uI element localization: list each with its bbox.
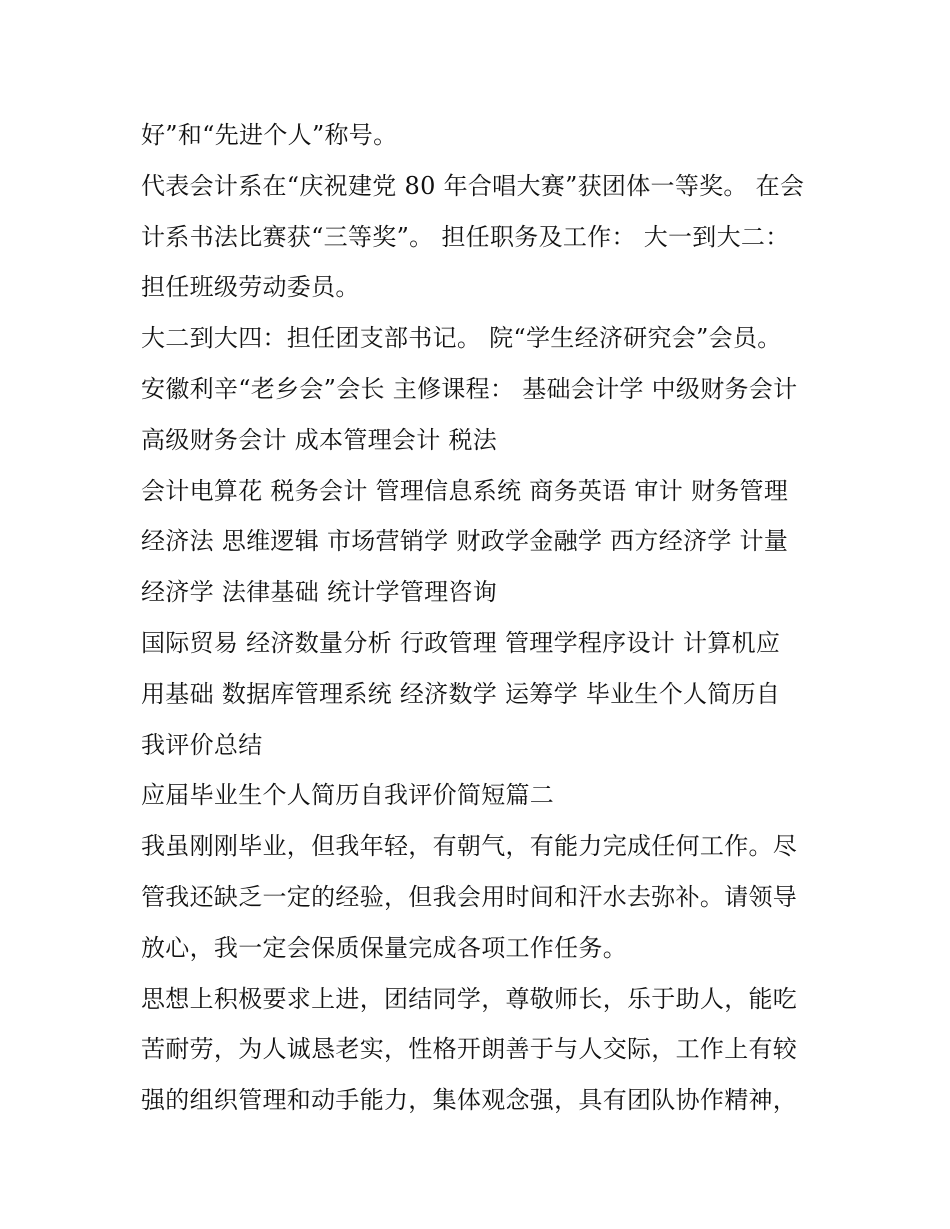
text-line: 计系书法比赛获“三等奖”。 担任职务及工作： 大一到大二：	[141, 222, 790, 251]
document-body	[141, 110, 821, 1126]
text-line: 经济法 思维逻辑 市场营销学 财政学金融学 西方经济学 计量	[141, 527, 789, 556]
text-line: 管我还缺乏一定的经验，但我会用时间和汗水去弥补。请领导	[141, 882, 798, 911]
text-line: 放心，我一定会保质保量完成各项工作任务。	[141, 933, 627, 962]
text-line: 安徽利辛“老乡会”会长 主修课程： 基础会计学 中级财务会计	[141, 374, 798, 403]
text-line: 大二到大四：担任团支部书记。 院“学生经济研究会”会员。	[141, 324, 782, 353]
text-line: 好”和“先进个人”称号。	[141, 121, 398, 149]
text-line: 强的组织管理和动手能力，集体观念强，具有团队协作精神，	[141, 1086, 798, 1115]
text-line: 我评价总结	[141, 730, 263, 759]
text-line: 担任班级劳动委员。	[141, 273, 360, 302]
text-line: 会计电算花 税务会计 管理信息系统 商务英语 审计 财务管理	[141, 476, 789, 505]
section-heading: 应届毕业生个人简历自我评价简短篇二	[141, 781, 555, 810]
text-line: 思想上积极要求上进，团结同学，尊敬师长，乐于助人，能吃	[141, 984, 798, 1013]
text-line: 我虽刚刚毕业，但我年轻，有朝气，有能力完成任何工作。尽	[141, 832, 798, 861]
text-line: 用基础 数据库管理系统 经济数学 运筹学 毕业生个人简历自	[141, 679, 781, 708]
text-line: 苦耐劳，为人诚恳老实，性格开朗善于与人交际，工作上有较	[141, 1035, 798, 1064]
text-line: 代表会计系在“庆祝建党 80 年合唱大赛”获团体一等奖。 在会	[141, 171, 805, 200]
text-line: 国际贸易 经济数量分析 行政管理 管理学程序设计 计算机应	[141, 628, 781, 657]
text-line: 高级财务会计 成本管理会计 税法	[141, 425, 498, 454]
text-line: 经济学 法律基础 统计学管理咨询	[141, 578, 498, 607]
